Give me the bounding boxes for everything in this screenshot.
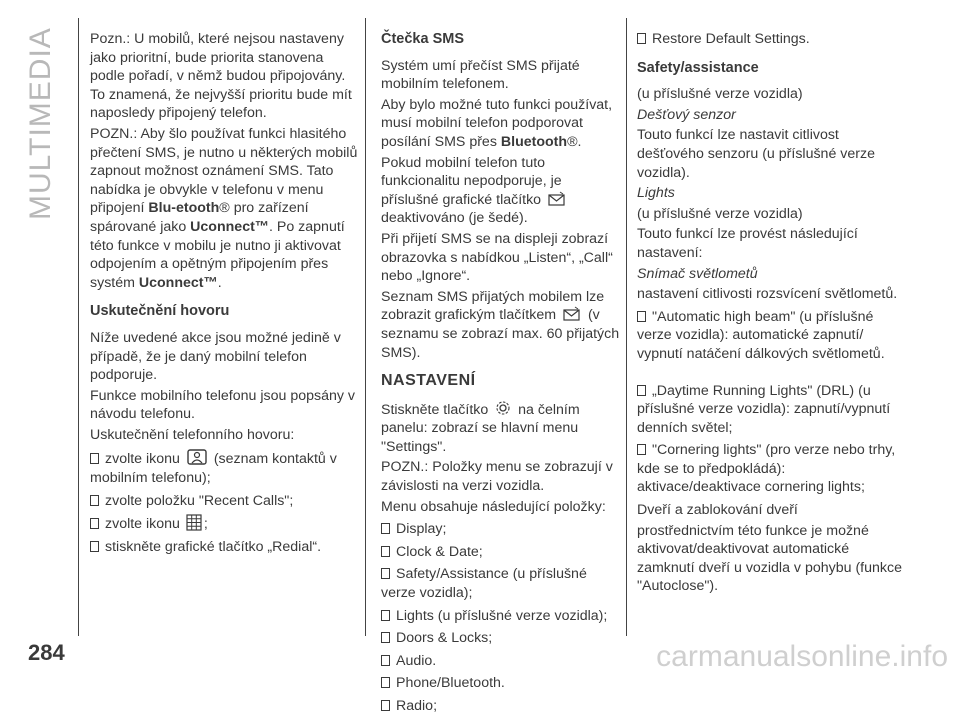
bullet-redial (90, 538, 358, 557)
uconnect-term: Uconnect™ (190, 218, 269, 235)
bullet-box-icon (90, 541, 99, 552)
headlight-sensor-label: Snímač světlometů (637, 265, 758, 282)
column-1 (90, 30, 358, 560)
bullet-box-icon (381, 655, 390, 666)
menu-item-text: Audio. (396, 652, 437, 669)
sms-unsupported-post: deaktivováno (je šedé). (381, 210, 528, 227)
phonebook-icon (186, 448, 208, 466)
bullet-keypad-post: ; (203, 516, 208, 533)
settings-intro-pre: Stiskněte tlačítko (381, 401, 489, 418)
menu-item-lights (381, 607, 623, 626)
settings-note: POZN.: Položky menu se zobrazují v závislosti na verzi vozidla. (381, 459, 613, 495)
sms-envelope-icon (547, 191, 567, 207)
menu-item-restore (637, 30, 907, 49)
headlight-sensor-desc: nastavení citlivosti rozsvícení světlometů. (637, 286, 898, 303)
heading-settings: NASTAVENÍ (381, 372, 476, 390)
menu-item-text: Display; (396, 521, 447, 538)
sms-bluetooth (381, 96, 623, 152)
rain-sensor-label: Dešťový senzor (637, 106, 736, 123)
column-divider-middle (365, 18, 366, 636)
bullet-box-icon (90, 453, 99, 464)
rain-sensor-desc: Touto funkcí lze nastavit citlivost dešťového senzoru (u příslušné verze vozidla). (637, 127, 875, 181)
uconnect-term-2: Uconnect™ (138, 274, 218, 291)
bullet-box-icon (381, 610, 390, 621)
menu-item-text: Lights (u příslušné verze vozidla); (396, 607, 608, 624)
bullet-box-icon (90, 518, 99, 529)
bullet-contacts-pre: zvolte ikonu (105, 451, 180, 468)
menu-item-text: Safety/Assistance (u příslušné verze vozidla); (381, 566, 587, 602)
sms-incoming: Při přijetí SMS se na displeji zobrazí obrazovka s nabídkou „Listen“, „Call“ nebo „Ignore“. (381, 230, 613, 285)
column-divider-right (626, 18, 627, 636)
menu-item-radio (381, 697, 623, 716)
note-sms-text-3: . Po zapnutí této funkce v mobilu je nutno ji aktivovat odpojením a opětným připojením přes systém (90, 218, 345, 291)
bluetooth-term: Bluetooth (500, 133, 568, 150)
bullet-box-icon (637, 444, 646, 455)
lights-desc: Touto funkcí lze provést následující nastavení: (637, 226, 858, 261)
settings-menu-intro: Menu obsahuje následující položky: (381, 498, 606, 515)
menu-item-text: Clock & Date; (396, 543, 483, 560)
bullet-text: "Cornering lights" (pro verze nebo trhy, kde se to předpokládá): aktivace/deaktivace cornering lights; (637, 442, 896, 496)
note-sms-text-2: ® pro zařízení spárované jako (90, 200, 309, 235)
doors-label: Dveří a zablokování dveří (637, 502, 798, 519)
sms-list-pre: Seznam SMS přijatých mobilem lze zobrazit grafickým tlačítkem (381, 288, 605, 324)
note-sms-readout (90, 125, 358, 292)
sms-list-post: (v seznamu se zobrazí max. 60 přijatých SMS). (381, 307, 620, 361)
bullet-box-icon (381, 677, 390, 688)
settings-intro-post: na čelním panelu: zobrazí se hlavní menu "Settings". (381, 401, 580, 455)
heading-sms-reader: Čtečka SMS (381, 31, 465, 47)
section-side-label (24, 27, 57, 220)
bullet-recent-calls (90, 492, 358, 511)
bullet-box-icon (381, 546, 390, 557)
lights-version: (u příslušné verze vozidla) (637, 205, 803, 222)
heading-safety-assistance: Safety/assistance (637, 59, 759, 76)
bullet-box-icon (637, 33, 646, 44)
sms-list (381, 288, 623, 362)
menu-item-text: Phone/Bluetooth. (396, 675, 505, 692)
bullet-keypad (90, 514, 358, 534)
page-number: 284 (28, 640, 65, 665)
bullet-box-icon (637, 311, 646, 322)
bullet-box-icon (90, 495, 99, 506)
menu-item-doors (381, 629, 623, 648)
call-intro: Níže uvedené akce jsou možné jedině v případě, že je daný mobilní telefon podporuje. (90, 329, 341, 384)
sms-intro: Systém umí přečíst SMS přijaté mobilním telefonem. (381, 57, 580, 93)
menu-item-text: Restore Default Settings. (652, 31, 810, 47)
watermark: carmanualsonline.info (656, 640, 948, 673)
menu-item-display (381, 520, 623, 539)
settings-gear-icon (494, 399, 512, 417)
sms-unsupported (381, 154, 623, 228)
bullet-contacts-post: (seznam kontaktů v mobilním telefonu); (90, 451, 337, 487)
sms-bluetooth-end: ®. (567, 133, 582, 150)
bullet-drl (637, 382, 907, 438)
bullet-box-icon (381, 632, 390, 643)
menu-item-safety (381, 565, 623, 602)
bullet-box-icon (381, 700, 390, 711)
bullet-box-icon (381, 568, 390, 579)
bluetooth-term: Blu-etooth (148, 200, 220, 217)
menu-item-audio (381, 652, 623, 671)
menu-item-text: Doors & Locks; (396, 630, 493, 647)
bullet-recent-calls-text: zvolte položku "Recent Calls"; (105, 492, 294, 509)
menu-item-clock (381, 543, 623, 562)
heading-making-call: Uskutečnění hovoru (90, 303, 230, 320)
bullet-high-beam (637, 308, 907, 364)
menu-item-phone (381, 674, 623, 693)
sms-bluetooth-pre: Aby bylo možné tuto funkci používat, musí mobilní telefon podporovat posílání SMS přes (381, 96, 613, 150)
call-manual-note: Funkce mobilního telefonu jsou popsány v návodu telefonu. (90, 387, 355, 423)
lights-label: Lights (637, 185, 675, 202)
column-3 (637, 30, 907, 598)
column-divider-left (78, 18, 79, 636)
keypad-icon (186, 514, 202, 531)
bullet-cornering (637, 441, 907, 497)
bullet-text: "Automatic high beam" (u příslušné verze vozidla): automatické zapnutí/ vypnutí natáčení dálkových světlometů. (637, 308, 885, 362)
column-2 (381, 30, 623, 720)
bullet-contacts (90, 448, 358, 487)
note-sms-text: POZN.: Aby šlo používat funkci hlasitého přečtení SMS, je nutno u některých mobilů zapnout možnost oznámení SMS. Tato nabídka je obvykle v telefonu v menu připojení (90, 125, 358, 217)
note-sms-end: . (217, 274, 222, 291)
bullet-text: „Daytime Running Lights" (DRL) (u příslušné verze vozidla): zapnutí/vypnutí denních světel; (637, 382, 891, 436)
settings-intro (381, 399, 623, 457)
bullet-box-icon (637, 385, 646, 396)
note-priority: Pozn.: U mobilů, které nejsou nastaveny jako prioritní, bude priorita stanovena podle pořadí, v němž budou připojovány. To znamená, že nejvyšší prioritu bude mít naposledy připojený telefon. (90, 31, 352, 122)
bullet-box-icon (381, 523, 390, 534)
menu-item-text: Radio; (396, 698, 438, 714)
bullet-redial-text: stiskněte grafické tlačítko „Redial“. (105, 538, 322, 555)
call-steps-intro: Uskutečnění telefonního hovoru: (90, 426, 295, 443)
sms-list-icon (562, 306, 582, 322)
bullet-keypad-pre: zvolte ikonu (105, 516, 180, 533)
section-side-label-text: MULTIMEDIA (24, 27, 57, 220)
doors-desc: prostřednictvím této funkce je možné aktivovat/deaktivovat automatické zamknutí dveří u vozidla v pohybu (funkce "Autoclose"). (637, 522, 902, 595)
sms-unsupported-pre: Pokud mobilní telefon tuto funkcionalitu nepodporuje, je příslušné grafické tlačítko (381, 154, 562, 208)
safety-version: (u příslušné verze vozidla) (637, 86, 803, 103)
